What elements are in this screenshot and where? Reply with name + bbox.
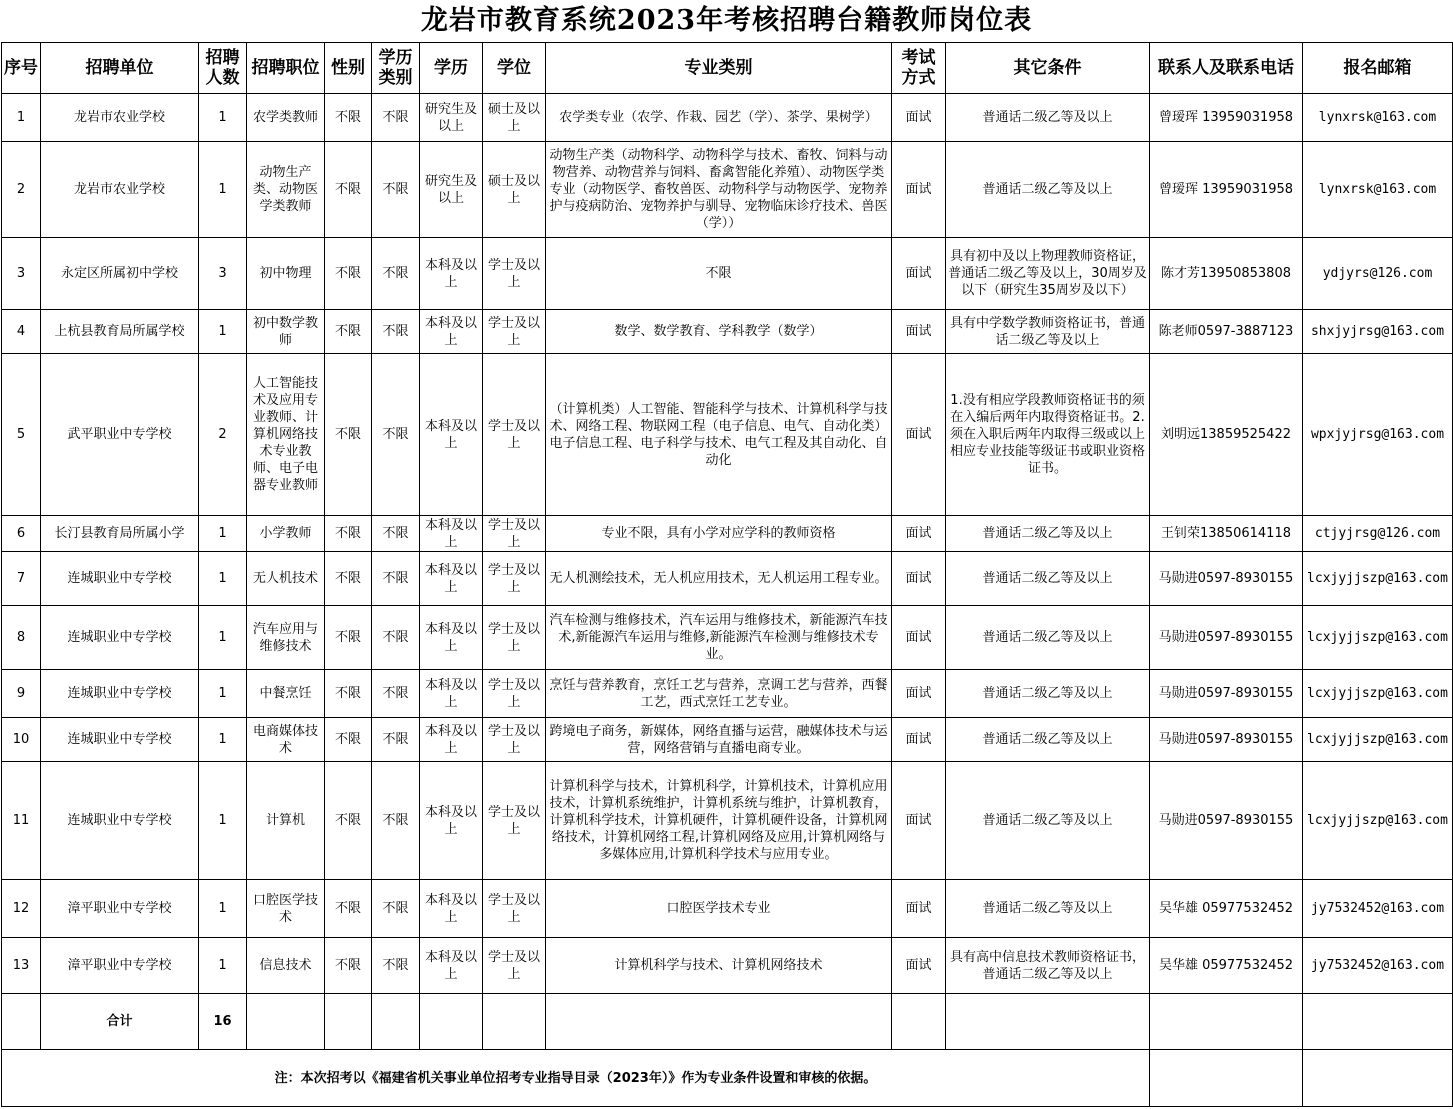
cell-unit: 漳平职业中专学校 [41, 880, 199, 938]
note-row [2, 1050, 1453, 1107]
cell-degree: 学士及以上 [483, 880, 546, 938]
cell-position: 小学教师 [247, 516, 325, 552]
cell-unit: 永定区所属初中学校 [41, 238, 199, 310]
cell-other: 普通话二级乙等及以上 [946, 606, 1150, 670]
cell-position: 信息技术 [247, 938, 325, 994]
cell-exam: 面试 [892, 938, 946, 994]
total-row [2, 994, 1453, 1050]
cell-other: 具有中学数学教师资格证书，普通话二级乙等及以上 [946, 310, 1150, 354]
cell-email: shxjyjrsg@163.com [1303, 310, 1453, 354]
cell-major: 数学、数学教育、学科教学（数学） [546, 310, 892, 354]
cell-education: 本科及以上 [420, 310, 483, 354]
cell-exam: 面试 [892, 552, 946, 606]
cell-edu-type: 不限 [372, 94, 420, 142]
cell-email: ctjyjrsg@126.com [1303, 516, 1453, 552]
cell-edu-type: 不限 [372, 880, 420, 938]
cell-edu-type: 不限 [372, 238, 420, 310]
cell-education: 本科及以上 [420, 606, 483, 670]
cell-email: lynxrsk@163.com [1303, 142, 1453, 238]
cell-count: 1 [199, 142, 247, 238]
cell-gender: 不限 [325, 354, 372, 516]
col-header-contact: 联系人及联系电话 [1150, 43, 1303, 94]
col-header-count: 招聘人数 [199, 43, 247, 94]
cell-email: lcxjyjjszp@163.com [1303, 762, 1453, 880]
cell-other: 普通话二级乙等及以上 [946, 142, 1150, 238]
cell-no: 9 [2, 670, 41, 718]
cell-no: 1 [2, 94, 41, 142]
cell-edu-type: 不限 [372, 310, 420, 354]
cell-contact: 曾瑷珲 13959031958 [1150, 94, 1303, 142]
col-header-email: 报名邮箱 [1303, 43, 1453, 94]
cell-degree: 学士及以上 [483, 310, 546, 354]
col-header-other: 其它条件 [946, 43, 1150, 94]
cell-gender: 不限 [325, 762, 372, 880]
cell-unit: 连城职业中专学校 [41, 606, 199, 670]
cell-major: 动物生产类（动物科学、动物科学与技术、畜牧、饲料与动物营养、动物营养与饲料、畜禽智能化养殖）、动物医学类专业（动物医学、畜牧兽医、动物科学与动物医学、宠物养护与疫病防治、宠物养护与驯导、宠物临床诊疗技术、兽医（学）） [546, 142, 892, 238]
cell-edu-type: 不限 [372, 552, 420, 606]
cell-other: 普通话二级乙等及以上 [946, 516, 1150, 552]
cell-education: 本科及以上 [420, 938, 483, 994]
cell-no: 12 [2, 880, 41, 938]
cell-count: 2 [199, 354, 247, 516]
col-header-education: 学历 [420, 43, 483, 94]
cell-gender: 不限 [325, 606, 372, 670]
cell-education: 本科及以上 [420, 718, 483, 762]
cell-count: 1 [199, 606, 247, 670]
cell-no: 8 [2, 606, 41, 670]
cell-education: 本科及以上 [420, 762, 483, 880]
cell-count: 1 [199, 552, 247, 606]
cell-exam: 面试 [892, 880, 946, 938]
cell-exam: 面试 [892, 606, 946, 670]
cell-email: jy7532452@163.com [1303, 938, 1453, 994]
cell-no: 4 [2, 310, 41, 354]
cell-unit: 连城职业中专学校 [41, 670, 199, 718]
cell-major: 专业不限，具有小学对应学科的教师资格 [546, 516, 892, 552]
cell-contact: 刘明远13859525422 [1150, 354, 1303, 516]
cell-no: 6 [2, 516, 41, 552]
cell-major: 跨境电子商务，新媒体，网络直播与运营，融媒体技术与运营，网络营销与直播电商专业。 [546, 718, 892, 762]
cell-gender: 不限 [325, 94, 372, 142]
cell-count: 1 [199, 718, 247, 762]
cell-contact: 马勋进0597-8930155 [1150, 762, 1303, 880]
cell-count: 3 [199, 238, 247, 310]
cell-education: 本科及以上 [420, 552, 483, 606]
cell-exam: 面试 [892, 354, 946, 516]
cell-degree: 学士及以上 [483, 606, 546, 670]
cell-unit: 武平职业中专学校 [41, 354, 199, 516]
cell-degree: 学士及以上 [483, 552, 546, 606]
cell-position: 人工智能技术及应用专业教师、计算机网络技术专业教师、电子电器专业教师 [247, 354, 325, 516]
cell-degree: 学士及以上 [483, 718, 546, 762]
cell-position: 中餐烹饪 [247, 670, 325, 718]
cell-edu-type: 不限 [372, 142, 420, 238]
cell-position: 汽车应用与维修技术 [247, 606, 325, 670]
cell-major: 烹饪与营养教育，烹饪工艺与营养，烹调工艺与营养，西餐工艺，西式烹饪工艺专业。 [546, 670, 892, 718]
cell-other: 普通话二级乙等及以上 [946, 762, 1150, 880]
cell-position: 口腔医学技术 [247, 880, 325, 938]
cell-edu-type: 不限 [372, 670, 420, 718]
col-header-position: 招聘职位 [247, 43, 325, 94]
cell-no: 5 [2, 354, 41, 516]
cell-gender: 不限 [325, 310, 372, 354]
cell-degree: 学士及以上 [483, 938, 546, 994]
cell-position: 动物生产类、动物医学类教师 [247, 142, 325, 238]
cell-gender: 不限 [325, 142, 372, 238]
footnote: 注：本次招考以《福建省机关事业单位招考专业指导目录（2023年）》作为专业条件设置和审核的依据。 [2, 1050, 1150, 1107]
cell-education: 本科及以上 [420, 516, 483, 552]
cell-no: 2 [2, 142, 41, 238]
cell-edu-type: 不限 [372, 516, 420, 552]
cell-contact: 马勋进0597-8930155 [1150, 670, 1303, 718]
cell-degree: 学士及以上 [483, 516, 546, 552]
col-header-major: 专业类别 [546, 43, 892, 94]
cell-other: 具有高中信息技术教师资格证书，普通话二级乙等及以上 [946, 938, 1150, 994]
cell-contact: 陈才芳13950853808 [1150, 238, 1303, 310]
cell-exam: 面试 [892, 310, 946, 354]
cell-count: 1 [199, 670, 247, 718]
table-row [2, 670, 1453, 718]
cell-degree: 硕士及以上 [483, 142, 546, 238]
cell-major: 不限 [546, 238, 892, 310]
cell-no: 11 [2, 762, 41, 880]
cell-major: 口腔医学技术专业 [546, 880, 892, 938]
cell-email: jy7532452@163.com [1303, 880, 1453, 938]
table-row [2, 762, 1453, 880]
cell-email: lcxjyjjszp@163.com [1303, 670, 1453, 718]
col-header-unit: 招聘单位 [41, 43, 199, 94]
cell-gender: 不限 [325, 938, 372, 994]
table-row [2, 606, 1453, 670]
total-label: 合计 [41, 994, 199, 1050]
cell-email: lynxrsk@163.com [1303, 94, 1453, 142]
cell-gender: 不限 [325, 516, 372, 552]
cell-edu-type: 不限 [372, 762, 420, 880]
cell-no: 7 [2, 552, 41, 606]
cell-email: lcxjyjjszp@163.com [1303, 606, 1453, 670]
cell-position: 电商媒体技术 [247, 718, 325, 762]
cell-unit: 上杭县教育局所属学校 [41, 310, 199, 354]
cell-education: 本科及以上 [420, 238, 483, 310]
cell-education: 研究生及以上 [420, 142, 483, 238]
cell-gender: 不限 [325, 670, 372, 718]
col-header-no: 序号 [2, 43, 41, 94]
cell-major: 计算机科学与技术，计算机科学，计算机技术，计算机应用技术，计算机系统维护，计算机系统与维护，计算机教育，计算机科学技术，计算机硬件，计算机硬件设备，计算机网络技术，计算机网络工程,计算机网络及应用,计算机网络与多媒体应用,计算机科学技术与应用专业。 [546, 762, 892, 880]
table-body [2, 94, 1453, 994]
cell-edu-type: 不限 [372, 606, 420, 670]
cell-gender: 不限 [325, 552, 372, 606]
header-row [2, 43, 1453, 94]
cell-position: 初中数学教师 [247, 310, 325, 354]
table-row [2, 238, 1453, 310]
cell-gender: 不限 [325, 238, 372, 310]
recruitment-table [1, 42, 1453, 1107]
cell-email: lcxjyjjszp@163.com [1303, 552, 1453, 606]
cell-count: 1 [199, 94, 247, 142]
cell-edu-type: 不限 [372, 354, 420, 516]
cell-degree: 学士及以上 [483, 354, 546, 516]
cell-exam: 面试 [892, 670, 946, 718]
table-row [2, 938, 1453, 994]
cell-other: 具有初中及以上物理教师资格证，普通话二级乙等及以上，30周岁及以下（研究生35周岁及以下） [946, 238, 1150, 310]
cell-contact: 陈老师0597-3887123 [1150, 310, 1303, 354]
cell-unit: 漳平职业中专学校 [41, 938, 199, 994]
cell-contact: 马勋进0597-8930155 [1150, 718, 1303, 762]
table-row [2, 552, 1453, 606]
cell-other: 普通话二级乙等及以上 [946, 670, 1150, 718]
cell-edu-type: 不限 [372, 718, 420, 762]
cell-degree: 学士及以上 [483, 762, 546, 880]
cell-other: 普通话二级乙等及以上 [946, 94, 1150, 142]
cell-position: 农学类教师 [247, 94, 325, 142]
cell-exam: 面试 [892, 762, 946, 880]
page-title: 龙岩市教育系统2023年考核招聘台籍教师岗位表 [420, 5, 1033, 36]
table-row [2, 142, 1453, 238]
cell-contact: 马勋进0597-8930155 [1150, 606, 1303, 670]
cell-education: 本科及以上 [420, 880, 483, 938]
cell-edu-type: 不限 [372, 938, 420, 994]
col-header-edu-type: 学历类别 [372, 43, 420, 94]
cell-major: 无人机测绘技术，无人机应用技术，无人机运用工程专业。 [546, 552, 892, 606]
cell-unit: 龙岩市农业学校 [41, 142, 199, 238]
cell-contact: 王钊荣13850614118 [1150, 516, 1303, 552]
cell-count: 1 [199, 310, 247, 354]
cell-position: 计算机 [247, 762, 325, 880]
cell-other: 1.没有相应学段教师资格证书的须在入编后两年内取得资格证书。2.须在入职后两年内取得三级或以上相应专业技能等级证书或职业资格证书。 [946, 354, 1150, 516]
table-row [2, 516, 1453, 552]
table-row [2, 354, 1453, 516]
cell-major: 农学类专业（农学、作栽、园艺（学）、茶学、果树学） [546, 94, 892, 142]
cell-other: 普通话二级乙等及以上 [946, 880, 1150, 938]
cell-degree: 硕士及以上 [483, 94, 546, 142]
table-row [2, 310, 1453, 354]
cell-major: 计算机科学与技术、计算机网络技术 [546, 938, 892, 994]
cell-contact: 吴华雄 05977532452 [1150, 880, 1303, 938]
cell-major: （计算机类）人工智能、智能科学与技术、计算机科学与技术、网络工程、物联网工程（电子信息、电气、自动化类）电子信息工程、电子科学与技术、电气工程及其自动化、自动化 [546, 354, 892, 516]
cell-exam: 面试 [892, 94, 946, 142]
cell-no: 13 [2, 938, 41, 994]
cell-count: 1 [199, 516, 247, 552]
cell-education: 本科及以上 [420, 354, 483, 516]
cell-no: 10 [2, 718, 41, 762]
cell-contact: 曾瑷珲 13959031958 [1150, 142, 1303, 238]
col-header-gender: 性别 [325, 43, 372, 94]
cell-other: 普通话二级乙等及以上 [946, 552, 1150, 606]
cell-gender: 不限 [325, 880, 372, 938]
table-row [2, 94, 1453, 142]
table-row [2, 718, 1453, 762]
cell-contact: 吴华雄 05977532452 [1150, 938, 1303, 994]
cell-exam: 面试 [892, 238, 946, 310]
cell-unit: 连城职业中专学校 [41, 762, 199, 880]
cell-education: 研究生及以上 [420, 94, 483, 142]
cell-other: 普通话二级乙等及以上 [946, 718, 1150, 762]
cell-major: 汽车检测与维修技术，汽车运用与维修技术，新能源汽车技术,新能源汽车运用与维修,新能源汽车检测与维修技术专业。 [546, 606, 892, 670]
cell-count: 1 [199, 938, 247, 994]
cell-degree: 学士及以上 [483, 670, 546, 718]
col-header-degree: 学位 [483, 43, 546, 94]
cell-count: 1 [199, 880, 247, 938]
cell-exam: 面试 [892, 718, 946, 762]
cell-email: wpxjyjrsg@163.com [1303, 354, 1453, 516]
cell-no: 3 [2, 238, 41, 310]
cell-position: 初中物理 [247, 238, 325, 310]
cell-unit: 龙岩市农业学校 [41, 94, 199, 142]
col-header-exam: 考试方式 [892, 43, 946, 94]
cell-degree: 学士及以上 [483, 238, 546, 310]
cell-unit: 连城职业中专学校 [41, 552, 199, 606]
cell-unit: 长汀县教育局所属小学 [41, 516, 199, 552]
cell-email: lcxjyjjszp@163.com [1303, 718, 1453, 762]
table-row [2, 880, 1453, 938]
cell-education: 本科及以上 [420, 670, 483, 718]
cell-contact: 马勋进0597-8930155 [1150, 552, 1303, 606]
cell-position: 无人机技术 [247, 552, 325, 606]
cell-email: ydjyrs@126.com [1303, 238, 1453, 310]
cell-gender: 不限 [325, 718, 372, 762]
cell-unit: 连城职业中专学校 [41, 718, 199, 762]
cell-count: 1 [199, 762, 247, 880]
cell-exam: 面试 [892, 142, 946, 238]
total-count: 16 [199, 994, 247, 1050]
cell-exam: 面试 [892, 516, 946, 552]
